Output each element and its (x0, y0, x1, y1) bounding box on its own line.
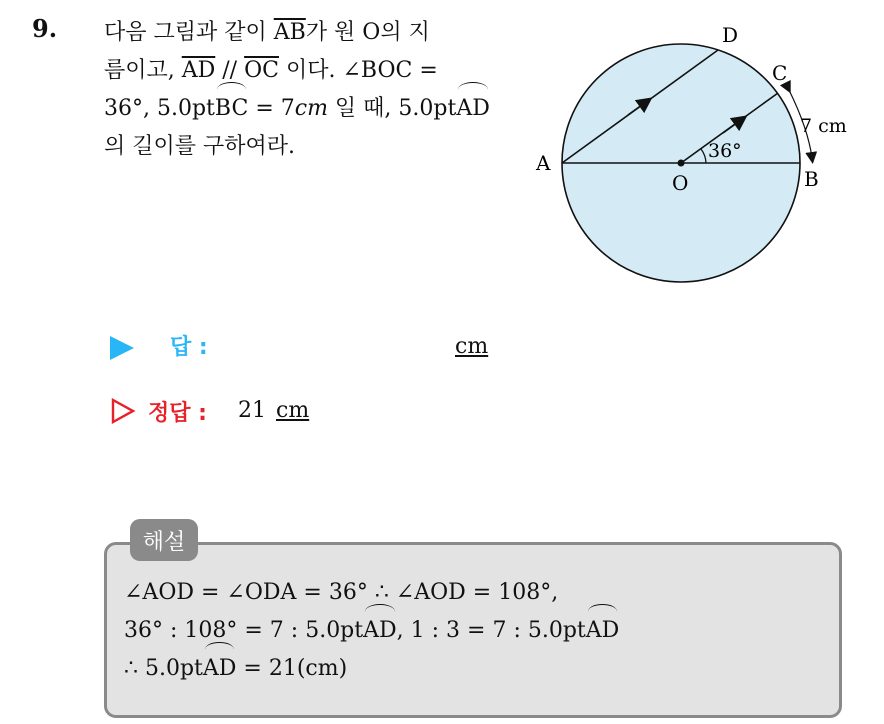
q-line3-a: 36°, 5.0pt (104, 96, 215, 121)
expl-l3-b: = 21(cm) (236, 656, 348, 681)
answer-marker-icon (110, 336, 134, 360)
solution-value: 21 (238, 398, 266, 423)
solution-unit: cm (276, 398, 310, 423)
label-o: O (672, 171, 689, 195)
segment-ad: $\overline{AD}$ (181, 58, 216, 83)
center-point (678, 160, 685, 167)
label-a: A (536, 151, 551, 175)
circle-figure (528, 18, 858, 290)
label-c: C (772, 61, 788, 85)
answer-label: 답 : (170, 335, 208, 360)
expl-l2-a: 36° : 108° = 7 : 5.0pt (124, 618, 364, 643)
expl-l2-b: , 1 : 3 = 7 : 5.0pt (396, 618, 586, 643)
solution-label: 정답 : (148, 401, 207, 426)
expl-arc-ad-2: AD (586, 612, 620, 650)
q-line2-b: 이다. ∠BOC = (278, 58, 438, 83)
expl-l3-a: ∴ 5.0pt (124, 656, 203, 681)
q-line1-a: 다음 그림과 같이 (104, 20, 274, 45)
explanation-line-1: ∠AOD = ∠ODA = 36° ∴ ∠AOD = 108°, (124, 580, 559, 605)
q-line4: 의 길이를 구하여라. (104, 134, 295, 159)
expl-arc-ad-1: AD (363, 612, 397, 650)
arc-length-label: 7 cm (800, 115, 847, 137)
q-line1-b: 가 원 O의 지 (305, 20, 430, 45)
explanation-line-3 (124, 650, 619, 688)
arc-bc: BC (215, 90, 248, 128)
segment-oc: $\overline{OC}$ (244, 58, 279, 83)
q-line3-cm: cm (294, 96, 328, 121)
explanation-tab: 해설 (130, 519, 198, 561)
question-text (104, 14, 504, 166)
angle-label: 36° (708, 140, 742, 162)
parallel-symbol: // (215, 58, 245, 83)
explanation-line-2 (124, 612, 619, 650)
expl-arc-ad-3: AD (203, 650, 237, 688)
q-line3-b: = 7 (248, 96, 295, 121)
question-number: 9. (32, 14, 58, 43)
label-b: B (804, 167, 819, 191)
arc-ad: AD (456, 90, 490, 128)
segment-ab: $\overline{AB}$ (273, 20, 306, 45)
q-line3-c: 일 때, 5.0pt (327, 96, 457, 121)
explanation-text (124, 574, 619, 688)
solution-marker-icon (110, 398, 136, 424)
q-line2-a: 름이고, (104, 58, 182, 83)
label-d: D (722, 23, 739, 47)
answer-unit: cm (455, 334, 489, 359)
